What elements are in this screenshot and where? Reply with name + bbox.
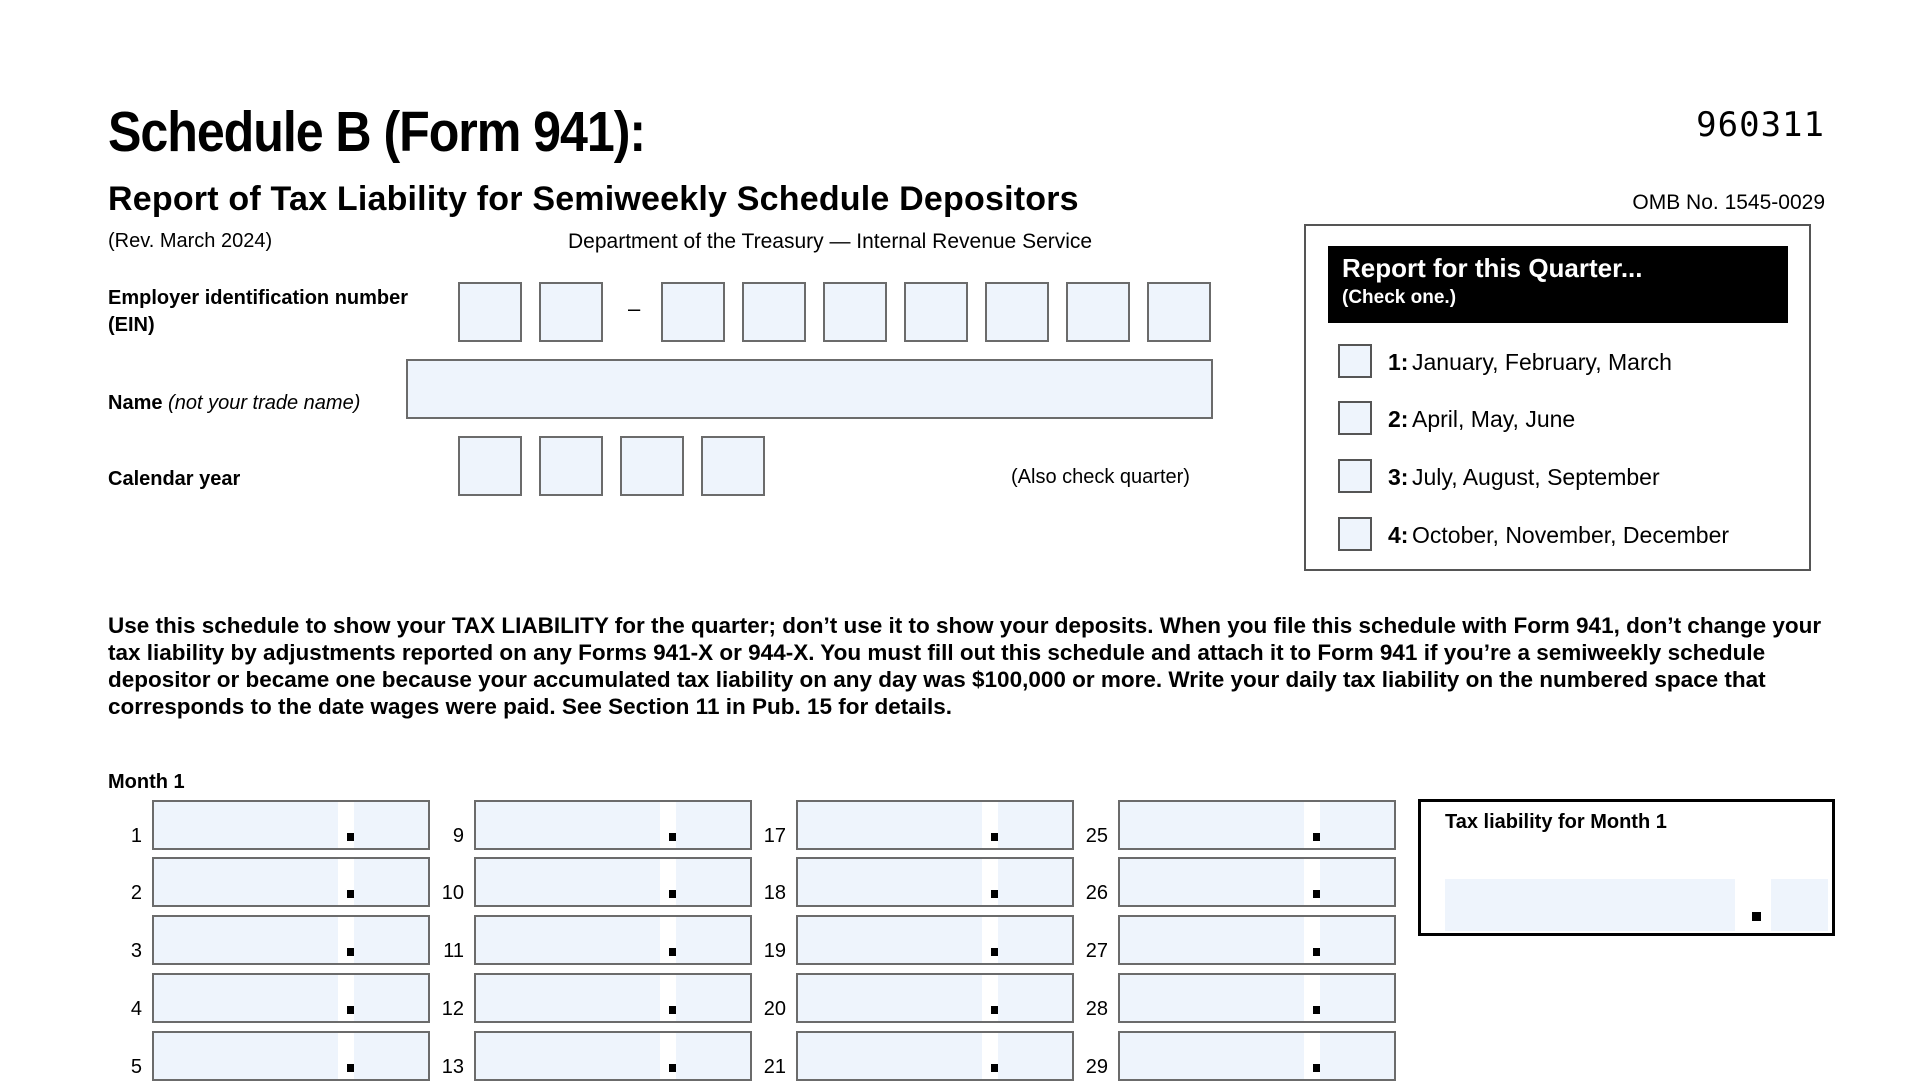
dollars-field[interactable] (1120, 802, 1304, 848)
day-number: 27 (1085, 940, 1108, 962)
cents-field[interactable] (1320, 1033, 1394, 1079)
dollars-field[interactable] (476, 917, 660, 963)
ein-digit-9[interactable] (1147, 282, 1211, 342)
day-number: 3 (130, 940, 142, 962)
day-17-liability-field[interactable] (796, 800, 1074, 850)
day-13-liability-field[interactable] (474, 1031, 752, 1081)
day-number: 28 (1085, 998, 1108, 1020)
quarter-option-2[interactable] (1338, 401, 1798, 437)
omb-number: OMB No. 1545-0029 (1632, 191, 1825, 214)
also-check-quarter-note: (Also check quarter) (1011, 466, 1190, 488)
dollars-field[interactable] (476, 802, 660, 848)
ein-digit-7[interactable] (985, 282, 1049, 342)
quarter-option-number: 3: (1388, 464, 1409, 490)
day-1-liability-field[interactable] (152, 800, 430, 850)
quarter-4-checkbox[interactable] (1338, 517, 1372, 551)
month-1-total-cents-field[interactable] (1771, 879, 1828, 931)
quarter-panel-subtitle: (Check one.) (1342, 287, 1457, 308)
quarter-option-3[interactable] (1338, 459, 1798, 495)
ein-label-line2: (EIN) (108, 314, 155, 336)
month-1-total-box (1418, 799, 1835, 936)
cents-field[interactable] (354, 802, 428, 848)
revision-date: (Rev. March 2024) (108, 230, 273, 252)
ein-label-line1: Employer identification number (108, 287, 409, 309)
dollars-field[interactable] (154, 1033, 338, 1079)
ein-digit-3[interactable] (661, 282, 725, 342)
day-number: 18 (763, 882, 786, 904)
day-number: 10 (441, 882, 464, 904)
cents-field[interactable] (676, 917, 750, 963)
instructions-paragraph: Use this schedule to show your TAX LIABILITY for the quarter; don’t use it to show your deposits. When you file this schedule with Form 941, don’t change your tax liability by adjustments reported on any Forms 941-X or 944-X. You must fill out this schedule and attach it to Form 941 if you’re a semiweekly schedule depositor or became one because your accumulated tax liability on any day was $100,000 or more. Write your daily tax liability on the numbered space that corresponds to the date wages were paid. See Section 11 in Pub. 15 for details. (108, 613, 1822, 719)
day-number: 19 (763, 940, 786, 962)
department-line: Department of the Treasury — Internal Revenue Service (568, 230, 1093, 253)
name-label-note: (not your trade name) (168, 392, 361, 414)
day-9-liability-field[interactable] (474, 800, 752, 850)
month-1-label: Month 1 (108, 771, 185, 793)
cents-field[interactable] (1320, 802, 1394, 848)
dollars-field[interactable] (1120, 917, 1304, 963)
day-number: 25 (1085, 825, 1108, 847)
day-number: 29 (1085, 1056, 1108, 1078)
cents-field[interactable] (676, 802, 750, 848)
dollars-field[interactable] (798, 859, 982, 905)
cents-field[interactable] (1320, 975, 1394, 1021)
quarter-panel-header (1328, 246, 1788, 323)
dollars-field[interactable] (154, 917, 338, 963)
dollars-field[interactable] (798, 1033, 982, 1079)
day-number: 17 (763, 825, 786, 847)
dollars-field[interactable] (476, 975, 660, 1021)
day-number: 1 (130, 825, 142, 847)
cents-field[interactable] (998, 802, 1072, 848)
quarter-option-months: April, May, June (1412, 406, 1576, 432)
quarter-1-checkbox[interactable] (1338, 344, 1372, 378)
cents-field[interactable] (354, 1033, 428, 1079)
quarter-option-4[interactable] (1338, 517, 1798, 553)
day-number: 12 (441, 998, 464, 1020)
cents-field[interactable] (354, 975, 428, 1021)
dollars-field[interactable] (798, 802, 982, 848)
ein-digit-2[interactable] (539, 282, 603, 342)
form-title: Schedule B (Form 941): (108, 100, 646, 164)
quarter-option-number: 2: (1388, 406, 1409, 432)
cents-field[interactable] (354, 859, 428, 905)
day-18-liability-field[interactable] (796, 857, 1074, 907)
day-number: 20 (763, 998, 786, 1020)
day-10-liability-field[interactable] (474, 857, 752, 907)
day-25-liability-field[interactable] (1118, 800, 1396, 850)
ein-label (108, 285, 458, 339)
day-number: 21 (763, 1056, 786, 1078)
day-number: 2 (130, 882, 142, 904)
day-20-liability-field[interactable] (796, 973, 1074, 1023)
day-19-liability-field[interactable] (796, 915, 1074, 965)
day-5-liability-field[interactable] (152, 1031, 430, 1081)
day-number: 13 (441, 1056, 464, 1078)
cents-field[interactable] (676, 1033, 750, 1079)
dollars-field[interactable] (1120, 975, 1304, 1021)
dollars-field[interactable] (154, 859, 338, 905)
quarter-option-number: 4: (1388, 522, 1409, 548)
quarter-option-1[interactable] (1338, 344, 1798, 380)
year-digit-2[interactable] (539, 436, 603, 496)
cents-field[interactable] (998, 975, 1072, 1021)
day-number: 26 (1085, 882, 1108, 904)
ein-digit-8[interactable] (1066, 282, 1130, 342)
day-3-liability-field[interactable] (152, 915, 430, 965)
cents-field[interactable] (1320, 859, 1394, 905)
ein-separator: – (628, 296, 641, 321)
cents-field[interactable] (676, 859, 750, 905)
quarter-panel (1304, 224, 1811, 571)
month-1-total-dollars-field[interactable] (1445, 879, 1735, 931)
day-number: 9 (452, 825, 464, 847)
cents-field[interactable] (1320, 917, 1394, 963)
name-field[interactable] (406, 359, 1213, 419)
dollars-field[interactable] (1120, 859, 1304, 905)
calendar-year-label (108, 466, 240, 493)
day-number: 5 (130, 1056, 142, 1078)
dollars-field[interactable] (798, 975, 982, 1021)
dollars-field[interactable] (154, 975, 338, 1021)
year-digit-3[interactable] (620, 436, 684, 496)
cents-field[interactable] (676, 975, 750, 1021)
cents-field[interactable] (998, 1033, 1072, 1079)
year-digit-4[interactable] (701, 436, 765, 496)
day-26-liability-field[interactable] (1118, 857, 1396, 907)
day-11-liability-field[interactable] (474, 915, 752, 965)
ein-digit-1[interactable] (458, 282, 522, 342)
form-number: 960311 (1696, 105, 1825, 145)
day-29-liability-field[interactable] (1118, 1031, 1396, 1081)
month-1-total-label: Tax liability for Month 1 (1445, 811, 1667, 833)
day-12-liability-field[interactable] (474, 973, 752, 1023)
dollars-field[interactable] (798, 917, 982, 963)
day-27-liability-field[interactable] (1118, 915, 1396, 965)
day-2-liability-field[interactable] (152, 857, 430, 907)
calendar-year-label-text: Calendar year (108, 468, 241, 490)
ein-digit-4[interactable] (742, 282, 806, 342)
dollars-field[interactable] (154, 802, 338, 848)
ein-digit-6[interactable] (904, 282, 968, 342)
year-digit-1[interactable] (458, 436, 522, 496)
quarter-option-months: July, August, September (1412, 464, 1660, 490)
name-label-text: Name (108, 392, 163, 414)
decimal-point (1752, 912, 1761, 921)
day-4-liability-field[interactable] (152, 973, 430, 1023)
ein-digit-5[interactable] (823, 282, 887, 342)
dollars-field[interactable] (476, 1033, 660, 1079)
day-28-liability-field[interactable] (1118, 973, 1396, 1023)
dollars-field[interactable] (1120, 1033, 1304, 1079)
quarter-panel-title: Report for this Quarter... (1342, 253, 1643, 283)
day-number: 11 (443, 940, 464, 962)
quarter-2-checkbox[interactable] (1338, 401, 1372, 435)
cents-field[interactable] (354, 917, 428, 963)
quarter-option-number: 1: (1388, 349, 1409, 375)
cents-field[interactable] (998, 917, 1072, 963)
quarter-option-months: October, November, December (1412, 522, 1730, 548)
day-number: 4 (130, 998, 142, 1020)
cents-field[interactable] (998, 859, 1072, 905)
name-label (108, 390, 360, 417)
dollars-field[interactable] (476, 859, 660, 905)
day-21-liability-field[interactable] (796, 1031, 1074, 1081)
quarter-3-checkbox[interactable] (1338, 459, 1372, 493)
quarter-option-months: January, February, March (1412, 349, 1672, 375)
form-subtitle: Report of Tax Liability for Semiweekly Schedule Depositors (108, 180, 1079, 218)
